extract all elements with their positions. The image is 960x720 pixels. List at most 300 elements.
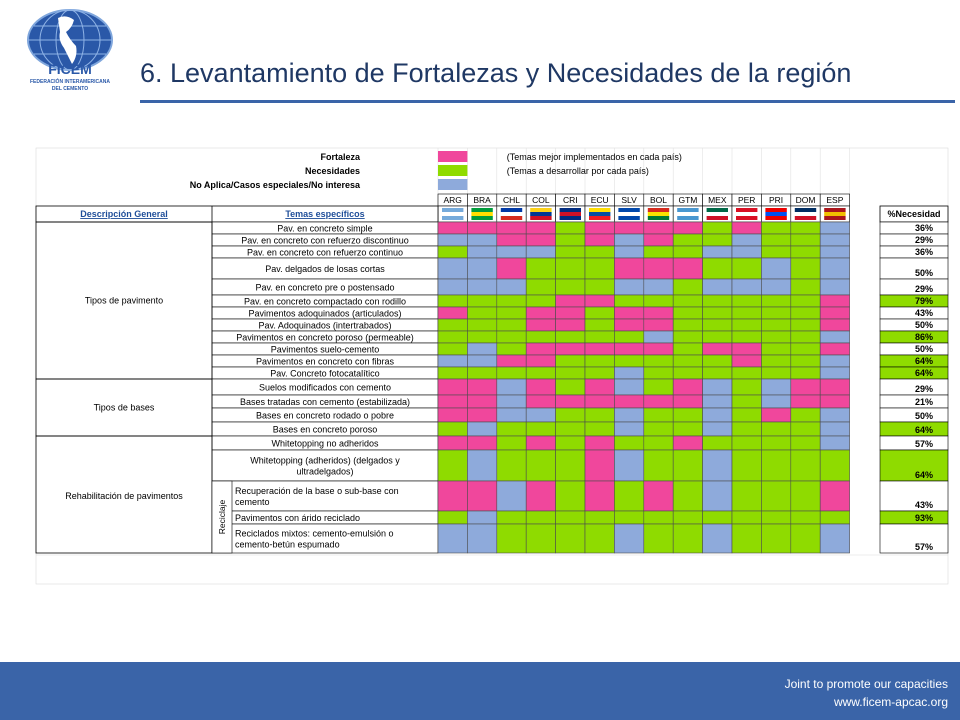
status-cell — [644, 307, 673, 319]
flag-stripe — [707, 212, 728, 216]
country-code: PER — [737, 195, 756, 205]
status-cell — [644, 355, 673, 367]
status-cell — [732, 246, 761, 258]
status-cell — [585, 481, 614, 511]
status-cell — [761, 408, 790, 422]
status-cell — [644, 343, 673, 355]
flag-stripe — [618, 208, 639, 212]
status-cell — [820, 331, 849, 343]
country-code: GTM — [678, 195, 698, 205]
flag-stripe — [648, 208, 669, 212]
legend-note: (Temas mejor implementados en cada país) — [506, 152, 682, 162]
status-cell — [644, 379, 673, 395]
status-cell — [791, 395, 820, 408]
status-cell — [732, 258, 761, 279]
status-cell — [556, 319, 585, 331]
flag-stripe — [824, 216, 845, 220]
status-cell — [614, 343, 643, 355]
header-specific: Temas específicos — [285, 209, 365, 219]
status-cell — [585, 343, 614, 355]
country-code: ESP — [826, 195, 844, 205]
status-cell — [467, 279, 496, 295]
flag-stripe — [530, 212, 551, 216]
status-cell — [644, 319, 673, 331]
status-cell — [703, 524, 732, 553]
status-cell — [467, 343, 496, 355]
status-cell — [497, 395, 526, 408]
status-cell — [732, 295, 761, 307]
status-cell — [791, 450, 820, 481]
status-cell — [732, 331, 761, 343]
status-cell — [703, 355, 732, 367]
status-cell — [761, 422, 790, 436]
status-cell — [438, 395, 467, 408]
status-cell — [791, 367, 820, 379]
flag-stripe — [648, 216, 669, 220]
status-cell — [820, 246, 849, 258]
status-cell — [467, 481, 496, 511]
status-cell — [791, 319, 820, 331]
flag-stripe — [824, 208, 845, 212]
status-cell — [703, 422, 732, 436]
status-cell — [497, 355, 526, 367]
status-cell — [438, 295, 467, 307]
pct-value: 50% — [914, 320, 934, 330]
status-cell — [614, 422, 643, 436]
status-cell — [556, 395, 585, 408]
status-cell — [614, 395, 643, 408]
status-cell — [820, 395, 849, 408]
flag-stripe — [530, 216, 551, 220]
status-cell — [556, 295, 585, 307]
status-cell — [467, 234, 496, 246]
status-cell — [585, 319, 614, 331]
legend-label: Necesidades — [304, 166, 360, 176]
status-cell — [673, 234, 702, 246]
status-cell — [614, 408, 643, 422]
status-cell — [438, 436, 467, 450]
status-cell — [585, 295, 614, 307]
legend-swatch — [438, 179, 467, 190]
topic-label: Pavimentos adoquinados (articulados) — [248, 308, 402, 319]
status-cell — [467, 307, 496, 319]
status-cell — [467, 222, 496, 234]
status-cell — [497, 319, 526, 331]
status-cell — [585, 258, 614, 279]
topic-label: Pav. en concreto compactado con rodillo — [244, 296, 406, 307]
status-cell — [673, 450, 702, 481]
status-cell — [644, 234, 673, 246]
country-code: ARG — [443, 195, 462, 205]
status-cell — [703, 450, 732, 481]
status-cell — [467, 408, 496, 422]
header-general: Descripción General — [80, 209, 168, 219]
status-cell — [732, 343, 761, 355]
flag-stripe — [677, 216, 698, 220]
flag-stripe — [501, 208, 522, 212]
status-cell — [526, 295, 555, 307]
status-cell — [526, 422, 555, 436]
status-cell — [732, 524, 761, 553]
status-cell — [673, 295, 702, 307]
status-cell — [703, 511, 732, 524]
status-cell — [467, 450, 496, 481]
pct-value: 86% — [914, 332, 934, 342]
flag-stripe — [618, 212, 639, 216]
status-cell — [438, 524, 467, 553]
status-cell — [703, 481, 732, 511]
status-cell — [820, 307, 849, 319]
status-cell — [820, 436, 849, 450]
status-cell — [556, 436, 585, 450]
logo-text: FICEM — [48, 61, 92, 77]
status-cell — [438, 481, 467, 511]
topic-label: cemento — [235, 497, 270, 507]
status-cell — [673, 331, 702, 343]
status-cell — [761, 234, 790, 246]
country-code: ECU — [590, 195, 609, 205]
status-cell — [497, 279, 526, 295]
flag-stripe — [471, 216, 492, 220]
status-cell — [732, 408, 761, 422]
legend-label: Fortaleza — [320, 152, 360, 162]
status-cell — [467, 436, 496, 450]
status-cell — [791, 222, 820, 234]
status-cell — [556, 355, 585, 367]
status-cell — [703, 279, 732, 295]
page-title: 6. Levantamiento de Fortalezas y Necesidades de la región — [140, 58, 852, 88]
topic-label: Pav. Concreto fotocatalítico — [270, 368, 380, 379]
status-cell — [497, 422, 526, 436]
status-cell — [497, 246, 526, 258]
status-cell — [556, 422, 585, 436]
status-cell — [585, 234, 614, 246]
pct-value: 50% — [914, 344, 934, 354]
status-cell — [526, 367, 555, 379]
status-cell — [497, 222, 526, 234]
status-cell — [820, 343, 849, 355]
flag-stripe — [707, 216, 728, 220]
status-cell — [703, 408, 732, 422]
pct-value: 50% — [914, 411, 934, 421]
group-label: Rehabilitación de pavimentos — [65, 491, 183, 501]
status-cell — [497, 307, 526, 319]
status-cell — [438, 379, 467, 395]
status-cell — [703, 331, 732, 343]
status-cell — [644, 331, 673, 343]
status-cell — [791, 279, 820, 295]
pct-value: 64% — [914, 368, 934, 378]
flag-stripe — [648, 212, 669, 216]
topic-label: Pav. en concreto pre o postensado — [255, 282, 395, 293]
status-cell — [526, 258, 555, 279]
status-cell — [556, 524, 585, 553]
status-cell — [526, 222, 555, 234]
status-cell — [820, 367, 849, 379]
logo-subtitle-1: FEDERACIÓN INTERAMERICANA — [30, 79, 110, 85]
status-cell — [467, 246, 496, 258]
status-cell — [732, 395, 761, 408]
flag-stripe — [442, 216, 463, 220]
flag-stripe — [560, 216, 581, 220]
status-cell — [820, 295, 849, 307]
status-cell — [526, 307, 555, 319]
status-cell — [556, 279, 585, 295]
flag-stripe — [442, 208, 463, 212]
status-cell — [673, 511, 702, 524]
status-cell — [703, 295, 732, 307]
status-cell — [761, 450, 790, 481]
status-cell — [614, 436, 643, 450]
status-cell — [791, 379, 820, 395]
status-cell — [556, 367, 585, 379]
status-cell — [585, 222, 614, 234]
status-cell — [585, 450, 614, 481]
flag-stripe — [589, 212, 610, 216]
status-cell — [467, 331, 496, 343]
topic-label: ultradelgados) — [296, 466, 354, 477]
status-cell — [644, 367, 673, 379]
status-cell — [644, 258, 673, 279]
status-cell — [791, 511, 820, 524]
flag-stripe — [736, 216, 757, 220]
status-cell — [585, 331, 614, 343]
pct-value: 57% — [914, 542, 934, 552]
status-cell — [644, 246, 673, 258]
flag-stripe — [471, 208, 492, 212]
status-cell — [556, 307, 585, 319]
status-cell — [438, 367, 467, 379]
status-cell — [820, 222, 849, 234]
topic-label: Reciclados mixtos: cemento-emulsión o — [235, 528, 394, 539]
status-cell — [585, 279, 614, 295]
flag-stripe — [707, 208, 728, 212]
status-cell — [438, 450, 467, 481]
topic-label: Bases tratadas con cemento (estabilizada) — [239, 397, 411, 407]
status-cell — [761, 524, 790, 553]
status-cell — [467, 511, 496, 524]
status-cell — [820, 450, 849, 481]
status-cell — [732, 422, 761, 436]
status-cell — [703, 395, 732, 408]
status-cell — [673, 481, 702, 511]
status-cell — [703, 319, 732, 331]
status-cell — [791, 234, 820, 246]
status-cell — [732, 222, 761, 234]
status-cell — [614, 222, 643, 234]
status-cell — [585, 511, 614, 524]
status-cell — [761, 331, 790, 343]
status-cell — [438, 246, 467, 258]
status-cell — [644, 295, 673, 307]
status-cell — [732, 511, 761, 524]
status-cell — [791, 408, 820, 422]
status-cell — [438, 307, 467, 319]
flag-stripe — [560, 208, 581, 212]
status-cell — [673, 422, 702, 436]
status-cell — [497, 481, 526, 511]
status-cell — [761, 395, 790, 408]
footer-website[interactable]: www.ficem-apcac.org — [833, 695, 948, 709]
topic-label: Pav. Adoquinados (intertrabados) — [258, 320, 392, 331]
status-cell — [791, 422, 820, 436]
status-cell — [703, 258, 732, 279]
status-cell — [791, 343, 820, 355]
status-cell — [644, 408, 673, 422]
status-cell — [703, 234, 732, 246]
status-cell — [526, 343, 555, 355]
status-cell — [585, 367, 614, 379]
status-cell — [703, 367, 732, 379]
status-cell — [438, 331, 467, 343]
status-cell — [438, 422, 467, 436]
status-cell — [673, 367, 702, 379]
status-cell — [820, 422, 849, 436]
country-code: CHL — [502, 195, 521, 205]
status-cell — [467, 295, 496, 307]
status-cell — [526, 331, 555, 343]
status-cell — [673, 355, 702, 367]
pct-value: 21% — [914, 397, 934, 407]
status-cell — [791, 436, 820, 450]
status-cell — [467, 258, 496, 279]
pct-value: 64% — [914, 356, 934, 366]
flag-stripe — [765, 212, 786, 216]
country-code: BOL — [649, 195, 668, 205]
topic-label: Pavimentos suelo-cemento — [270, 344, 380, 355]
status-cell — [673, 408, 702, 422]
status-cell — [791, 258, 820, 279]
status-cell — [556, 258, 585, 279]
status-cell — [761, 436, 790, 450]
topic-label: Bases en concreto poroso — [272, 424, 378, 435]
pct-value: 93% — [914, 513, 934, 523]
flag-stripe — [795, 212, 816, 216]
status-cell — [467, 367, 496, 379]
flag-stripe — [442, 212, 463, 216]
topic-label: Pavimentos en concreto con fibras — [255, 356, 395, 367]
status-cell — [732, 450, 761, 481]
status-cell — [585, 355, 614, 367]
flag-stripe — [765, 208, 786, 212]
status-cell — [673, 343, 702, 355]
flag-stripe — [795, 216, 816, 220]
status-cell — [673, 258, 702, 279]
status-cell — [644, 436, 673, 450]
status-cell — [614, 481, 643, 511]
status-cell — [614, 319, 643, 331]
status-cell — [673, 436, 702, 450]
status-cell — [732, 481, 761, 511]
status-cell — [556, 234, 585, 246]
status-cell — [614, 379, 643, 395]
status-cell — [526, 379, 555, 395]
group-label: Tipos de pavimento — [84, 295, 164, 306]
status-cell — [526, 395, 555, 408]
status-cell — [585, 246, 614, 258]
status-cell — [556, 379, 585, 395]
flag-stripe — [618, 216, 639, 220]
status-cell — [497, 234, 526, 246]
status-cell — [585, 307, 614, 319]
status-cell — [497, 331, 526, 343]
status-cell — [820, 511, 849, 524]
pct-value: 79% — [914, 296, 934, 306]
status-cell — [673, 379, 702, 395]
legend-note: (Temas a desarrollar por cada país) — [506, 166, 649, 176]
pct-value: 64% — [914, 470, 934, 480]
status-cell — [614, 234, 643, 246]
status-cell — [820, 279, 849, 295]
status-cell — [761, 367, 790, 379]
status-cell — [614, 511, 643, 524]
flag-stripe — [501, 216, 522, 220]
country-code: SLV — [621, 195, 637, 205]
status-cell — [526, 436, 555, 450]
status-cell — [438, 319, 467, 331]
status-cell — [526, 511, 555, 524]
status-cell — [467, 319, 496, 331]
country-code: CRI — [562, 195, 578, 205]
status-cell — [761, 343, 790, 355]
status-cell — [761, 246, 790, 258]
status-cell — [732, 367, 761, 379]
legend-swatch — [438, 151, 467, 162]
status-cell — [585, 379, 614, 395]
flag-stripe — [530, 208, 551, 212]
status-cell — [732, 379, 761, 395]
status-cell — [703, 436, 732, 450]
status-cell — [438, 408, 467, 422]
legend-swatch — [438, 165, 467, 176]
flag-stripe — [560, 212, 581, 216]
status-cell — [556, 511, 585, 524]
status-cell — [761, 379, 790, 395]
status-cell — [673, 524, 702, 553]
topic-label: Suelos modificados con cemento — [258, 382, 392, 393]
status-cell — [614, 367, 643, 379]
pct-value: 64% — [914, 425, 934, 435]
status-cell — [556, 246, 585, 258]
status-cell — [673, 279, 702, 295]
status-cell — [526, 408, 555, 422]
pct-value: 36% — [914, 247, 934, 257]
status-cell — [732, 234, 761, 246]
status-cell — [791, 307, 820, 319]
pct-value: 50% — [914, 268, 934, 278]
status-cell — [585, 436, 614, 450]
status-cell — [614, 246, 643, 258]
flag-stripe — [589, 216, 610, 220]
topic-label: Whitetopping (adheridos) (delgados y — [250, 455, 400, 466]
country-code: PRI — [769, 195, 784, 205]
status-cell — [585, 408, 614, 422]
pct-value: 29% — [914, 235, 934, 245]
status-cell — [761, 319, 790, 331]
status-cell — [556, 222, 585, 234]
status-cell — [526, 279, 555, 295]
status-cell — [438, 511, 467, 524]
topic-label: Pav. en concreto con refuerzo discontinuo — [241, 235, 409, 246]
status-cell — [732, 279, 761, 295]
header-pct: %Necesidad — [887, 209, 941, 219]
status-cell — [761, 481, 790, 511]
status-cell — [703, 246, 732, 258]
status-cell — [614, 307, 643, 319]
status-cell — [585, 422, 614, 436]
pct-value: 43% — [914, 308, 934, 318]
status-cell — [761, 279, 790, 295]
